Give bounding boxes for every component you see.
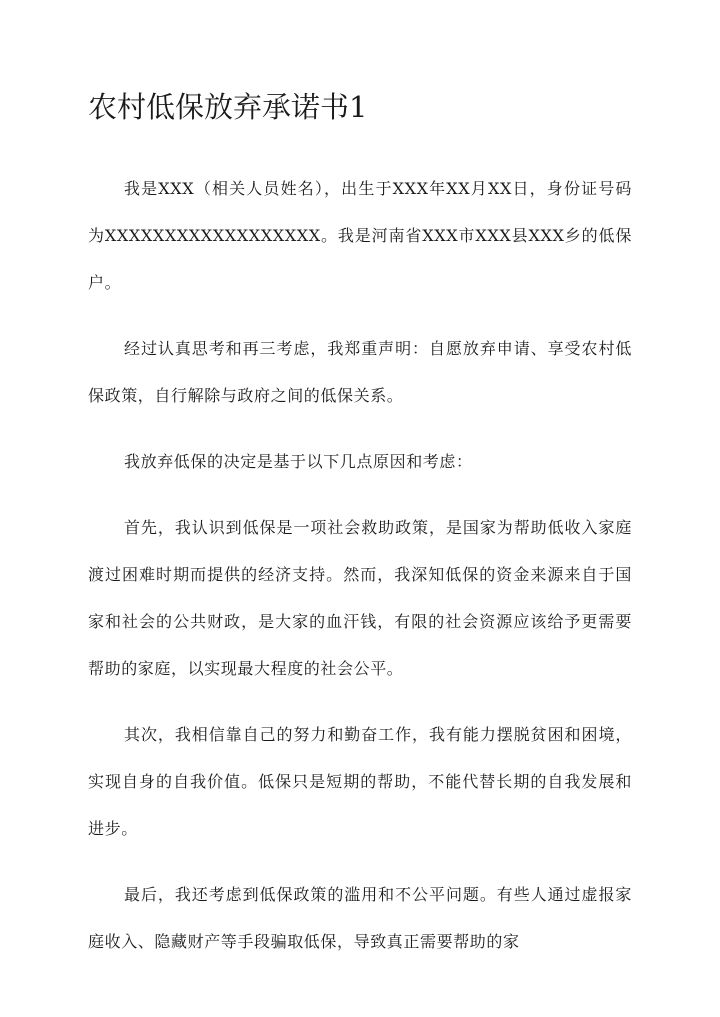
paragraph-declaration: 经过认真思考和再三考虑，我郑重声明：自愿放弃申请、享受农村低保政策，自行解除与政府之间的低保关系。 xyxy=(88,339,632,405)
paragraph-reason-second: 其次，我相信靠自己的努力和勤奋工作，我有能力摆脱贫困和困境，实现自身的自我价值。低保只是短期的帮助，不能代替长期的自我发展和进步。 xyxy=(88,725,632,838)
paragraph-identity: 我是XXX（相关人员姓名），出生于XXX年XX月XX日，身份证号码为XXXXXXXXXXXXXXXXXX。我是河南省XXX市XXX县XXX乡的低保户。 xyxy=(88,179,632,292)
document-body xyxy=(88,165,632,984)
paragraph-reasons-intro: 我放弃低保的决定是基于以下几点原因和考虑： xyxy=(124,452,473,471)
document-title: 农村低保放弃承诺书1 xyxy=(88,90,368,124)
paragraph-reason-last: 最后，我还考虑到低保政策的滥用和不公平问题。有些人通过虚报家庭收入、隐藏财产等手段骗取低保，导致真正需要帮助的家 xyxy=(88,885,632,951)
paragraph-reason-first: 首先，我认识到低保是一项社会救助政策，是国家为帮助低收入家庭渡过困难时期而提供的经济支持。然而，我深知低保的资金来源来自于国家和社会的公共财政，是大家的血汗钱，有限的社会资源应该给予更需要帮助的家庭，以实现最大程度的社会公平。 xyxy=(88,518,632,678)
